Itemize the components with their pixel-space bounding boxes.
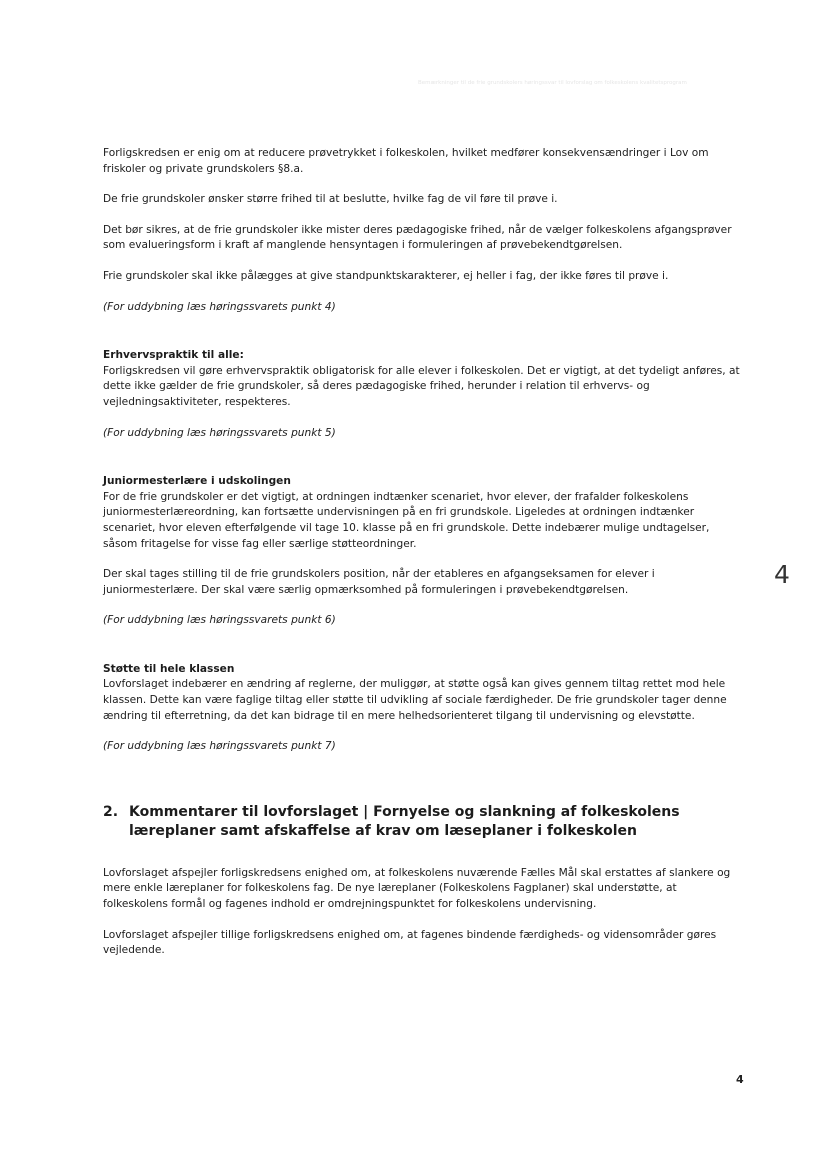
heading-juniormesterlaere: Juniormesterlære i udskolingen: [103, 475, 291, 488]
paragraph-afgangsproever: Det bør sikres, at de frie grundskoler ikke mister deres pædagogiske frihed, når de vælger folkeskolens afgangsprøver som evalueringsform i kraft af manglende hensyntagen i formuleringen af prøvebekendtgørelsen.: [103, 223, 732, 252]
paragraph-erhvervspraktik: Forligskredsen vil gøre erhvervspraktik obligatorisk for alle elever i folkeskolen. Det er vigtigt, at det tydeligt anføres, at dette ikke gælder de frie grundskoler, så deres pædagogiske frihed, herunder i relation til erhvervs- og vejledningsaktiviteter, respekteres.: [103, 364, 740, 408]
heading-erhvervspraktik: Erhvervspraktik til alle:: [103, 349, 244, 362]
reference-punkt-7: (For uddybning læs høringssvarets punkt 7): [103, 740, 336, 753]
section-title: Kommentarer til lovforslaget | Fornyelse og slankning af folkeskolens læreplaner samt afskaffelse af krav om læseplaner i folkeskolen: [129, 803, 680, 839]
paragraph-juniormesterlaere-1: For de frie grundskoler er det vigtigt, at ordningen indtænker scenariet, hvor elever, der frafalder folkeskolens juniormesterlæreordning, kan fortsætte undervisningen på en fri grundskole. Ligeledes at ordningen indtænker scenariet, hvor eleven efterfølgende vil tage 10. klasse på en fri grundskole. Dette indebærer mulige undtagelser, såsom fritagelse for visse fag eller særlige støtteordninger.: [103, 490, 710, 550]
document-body: [103, 146, 743, 959]
section-number: 2.: [103, 803, 119, 820]
reference-punkt-5: (For uddybning læs høringssvarets punkt 5): [103, 426, 336, 439]
paragraph-frihed: De frie grundskoler ønsker større frihed til at beslutte, hvilke fag de vil føre til prøve i.: [103, 193, 558, 206]
paragraph-vejledende: Lovforslaget afspejler tillige forligskredsens enighed om, at fagenes bindende færdigheds- og vidensområder gøres vejledende.: [103, 928, 717, 957]
page-number: 4: [736, 1073, 744, 1086]
reference-punkt-6: (For uddybning læs høringssvarets punkt 6): [103, 614, 336, 627]
section-heading: [103, 803, 743, 841]
header-note: Bemærkninger til de frie grundskolers høringssvar til lovforslag om folkeskolens kvalitetsprogram: [418, 80, 687, 86]
paragraph-juniormesterlaere-2: Der skal tages stilling til de frie grundskolers position, når der etableres en afgangseksamen for elever i juniormesterlære. Der skal være særlig opmærksomhed på formuleringen i prøvebekendtgørelsen.: [103, 568, 655, 596]
paragraph-laereplaner: Lovforslaget afspejler forligskredsens enighed om, at folkeskolens nuværende Fælles Mål skal erstattes af slankere og mere enkle læreplaner for folkeskolens fag. De nye læreplaner (Folkeskolens Fagplaner) skal understøtte, at folkeskolens formål og fagenes indhold er omdrejningspunktet for folkeskolens undervisning.: [103, 866, 731, 911]
paragraph-proevetryk: Forligskredsen er enig om at reducere prøvetrykket i folkeskolen, hvilket medfører konsekvensændringer i Lov om friskoler og private grundskolers §8.a.: [103, 147, 709, 175]
paragraph-standpunktskarakterer: Frie grundskoler skal ikke pålægges at give standpunktskarakterer, ej heller i fag, der ikke føres til prøve i.: [103, 269, 669, 282]
paragraph-stoette: Lovforslaget indebærer en ændring af reglerne, der muliggør, at støtte også kan gives gennem tiltag rettet mod hele klassen. Dette kan være faglige tiltag eller støtte til udvikling af sociale færdigheder. De frie grundskoler tager denne ændring til efterretning, da det kan bidrage til en mere helhedsorienteret tilgang til undervisning og elevstøtte.: [103, 678, 727, 722]
heading-stoette: Støtte til hele klassen: [103, 662, 235, 675]
reference-punkt-4: (For uddybning læs høringssvarets punkt 4): [103, 300, 336, 313]
side-page-marker: 4: [774, 560, 790, 589]
